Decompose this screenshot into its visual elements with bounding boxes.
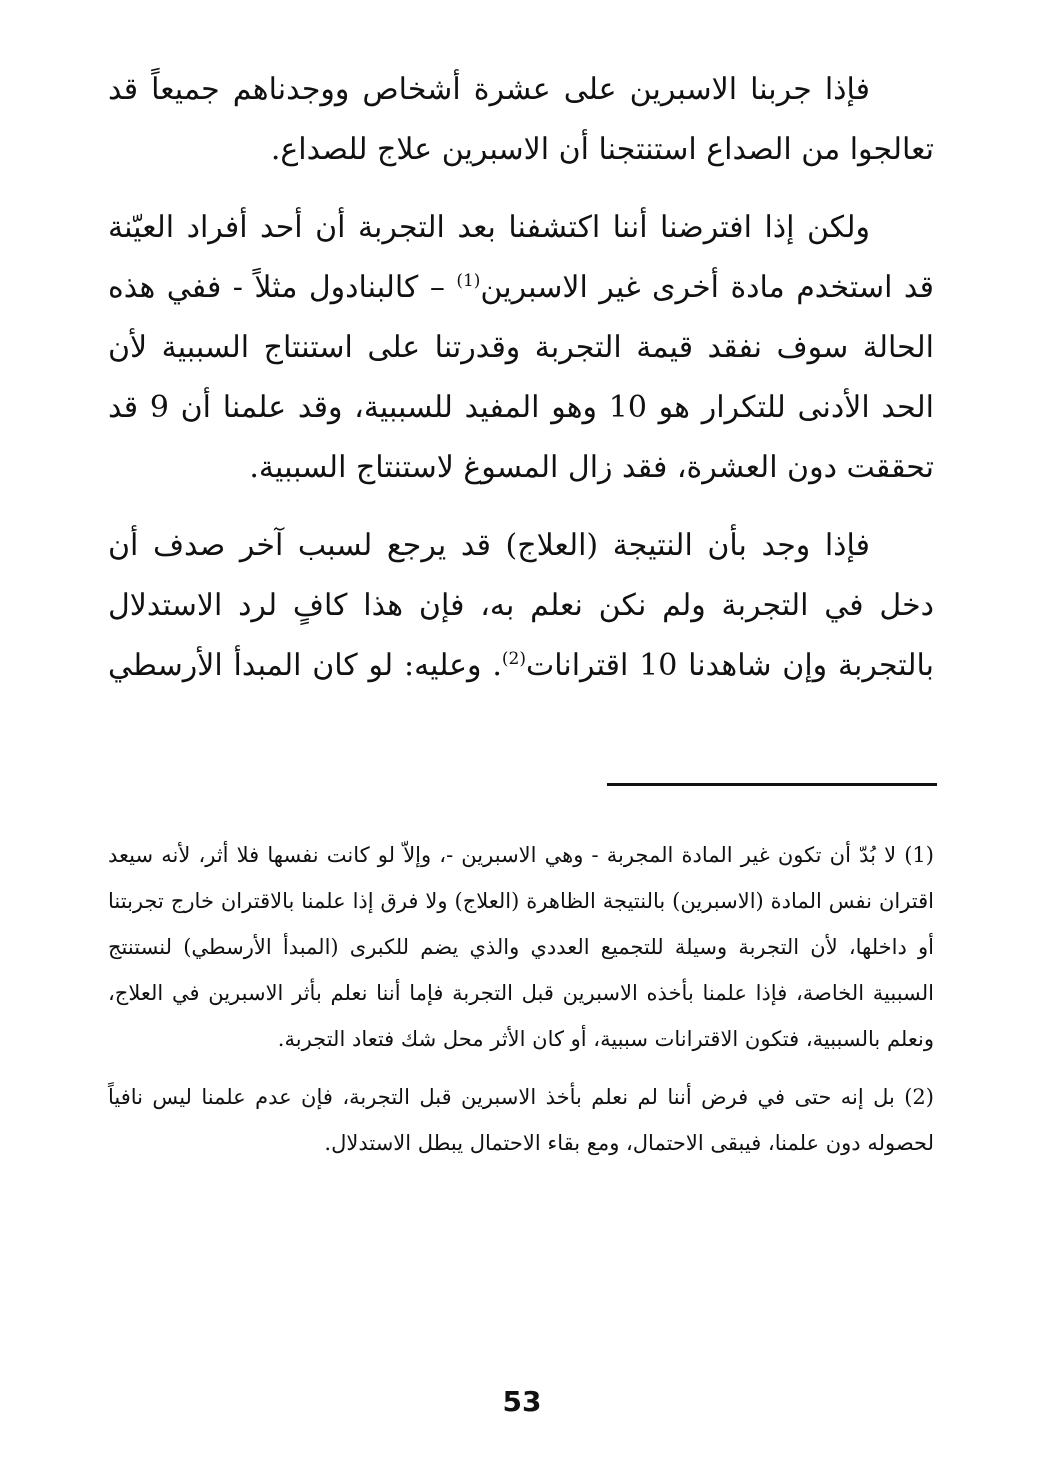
footnote-divider: [607, 783, 937, 786]
paragraph-1: [108, 60, 934, 180]
footnote-ref-2[interactable]: (2): [501, 649, 526, 669]
paragraph-2-text-end: – كالبنادول مثلاً - ففي هذه الحالة سوف نفقد قيمة التجربة وقدرتنا على استنتاج السببية لأن الحد الأدنى للتكرار هو 10 وهو المفيد للسببية، وقد علمنا أن 9 قد تحققت دون العشرة، فقد زال المسوغ لاستنتاج السببية.: [108, 270, 934, 485]
footnote-ref-1[interactable]: (1): [456, 271, 481, 291]
paragraph-2: [108, 198, 934, 498]
paragraph-1-text: فإذا جربنا الاسبرين على عشرة أشخاص ووجدناهم جميعاً قد تعالجوا من الصداع استنتجنا أن الاسبرين علاج للصداع.: [108, 72, 934, 167]
page-number: 53: [502, 1385, 542, 1418]
footnotes: [108, 832, 934, 1178]
footnote-1: (1) لا بُدّ أن تكون غير المادة المجربة - وهي الاسبرين -، وإلاّ لو كانت نفسها فلا أثر، لأنه سيعد اقتران نفس المادة (الاسبرين) بالنتيجة الظاهرة (العلاج) ولا فرق إذا علمنا بالاقتران خارج تجربتنا أو داخلها، لأن التجربة وسيلة للتجميع العددي والذي يضم للكبرى (المبدأ الأرسطي) لنستنتج السببية الخاصة، فإذا علمنا بأخذه الاسبرين قبل التجربة فإما أننا نعلم بأثر الاسبرين في العلاج، ونعلم بالسببية، فتكون الاقترانات سببية، أو كان الأثر محل شك فتعاد التجربة.: [108, 843, 934, 1051]
paragraph-3: [108, 516, 934, 696]
footnote-2: (2) بل إنه حتى في فرض أننا لم نعلم بأخذ الاسبرين قبل التجربة، فإن عدم علمنا ليس نافياً لحصوله دون علمنا، فيبقى الاحتمال، ومع بقاء الاحتمال يبطل الاستدلال.: [108, 1085, 934, 1155]
paragraph-3-text-end: . وعليه: لو كان المبدأ الأرسطي: [108, 648, 502, 683]
paragraph-2-text-start: ولكن إذا افترضنا أننا اكتشفنا بعد التجربة أن أحد أفراد العيّنة قد استخدم مادة أخرى غير الاسبرين: [108, 210, 934, 305]
main-text: [108, 60, 934, 714]
paragraph-3-text-start: فإذا وجد بأن النتيجة (العلاج) قد يرجع لسبب آخر صدف أن دخل في التجربة ولم نكن نعلم به، فإن هذا كافٍ لرد الاستدلال بالتجربة وإن شاهدنا 10 اقترانات: [108, 528, 934, 683]
